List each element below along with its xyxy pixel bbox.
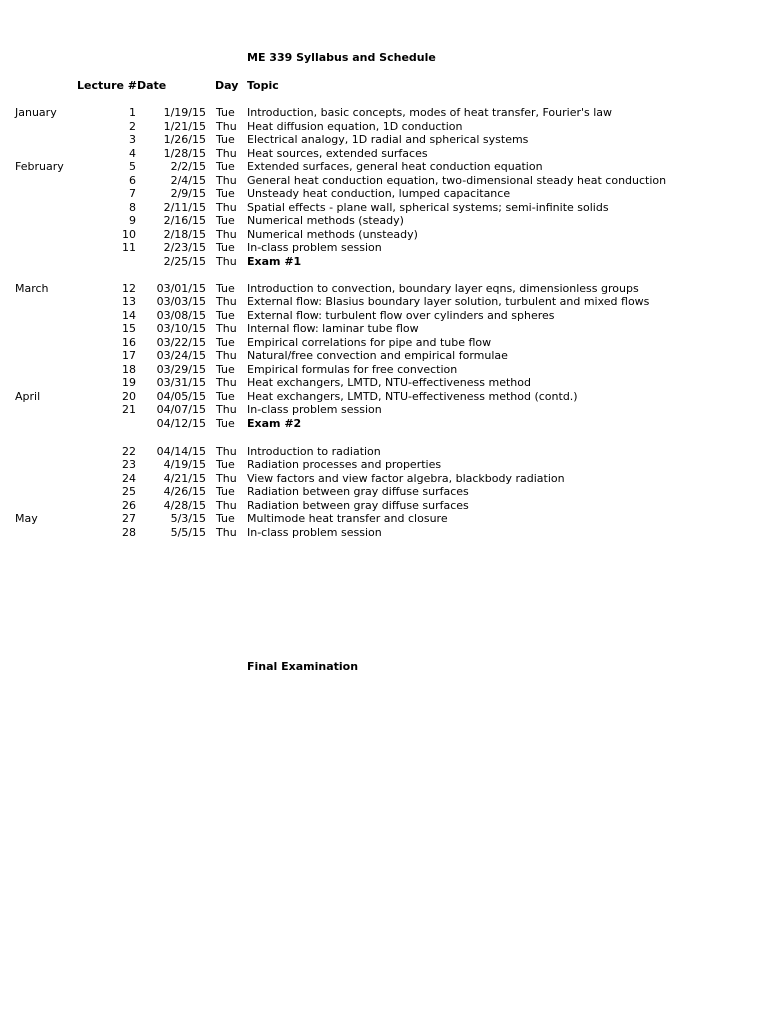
schedule-row [0, 120, 768, 134]
day-cell: Thu [216, 526, 237, 539]
schedule-row [0, 201, 768, 215]
schedule-row [0, 403, 768, 417]
day-cell: Thu [216, 147, 237, 160]
lecture-number-cell: 11 [122, 241, 136, 254]
date-cell: 1/19/15 [163, 106, 206, 119]
topic-cell: Radiation between gray diffuse surfaces [247, 485, 469, 498]
topic-cell: External flow: turbulent flow over cylinders and spheres [247, 309, 555, 322]
topic-cell: Introduction to convection, boundary layer eqns, dimensionless groups [247, 282, 639, 295]
topic-cell: In-class problem session [247, 241, 382, 254]
topic-cell: In-class problem session [247, 403, 382, 416]
topic-cell: Natural/free convection and empirical formulae [247, 349, 508, 362]
schedule-row [0, 255, 768, 269]
lecture-number-cell: 8 [129, 201, 136, 214]
schedule-row [0, 228, 768, 242]
day-cell: Tue [216, 336, 235, 349]
schedule-row [0, 363, 768, 377]
topic-cell: Heat exchangers, LMTD, NTU-effectiveness method [247, 376, 531, 389]
topic-cell: Introduction, basic concepts, modes of heat transfer, Fourier's law [247, 106, 613, 119]
date-cell: 2/4/15 [170, 174, 206, 187]
topic-cell: Multimode heat transfer and closure [247, 512, 448, 525]
lecture-number-cell: 15 [122, 322, 136, 335]
month-cell: May [15, 512, 38, 525]
topic-cell: Radiation between gray diffuse surfaces [247, 499, 469, 512]
lecture-number-cell: 14 [122, 309, 136, 322]
day-cell: Thu [216, 499, 237, 512]
topic-cell: Exam #2 [247, 417, 302, 430]
day-cell: Thu [216, 445, 237, 458]
date-cell: 1/26/15 [163, 133, 206, 146]
day-cell: Tue [216, 214, 235, 227]
day-cell: Tue [216, 282, 235, 295]
day-cell: Thu [216, 349, 237, 362]
topic-cell: Spatial effects - plane wall, spherical systems; semi-infinite solids [247, 201, 609, 214]
topic-cell: External flow: Blasius boundary layer solution, turbulent and mixed flows [247, 295, 650, 308]
date-cell: 03/08/15 [156, 309, 206, 322]
topic-cell: Heat exchangers, LMTD, NTU-effectiveness method (contd.) [247, 390, 578, 403]
column-header-date: Date [137, 79, 167, 92]
day-cell: Thu [216, 322, 237, 335]
schedule-row [0, 160, 768, 174]
lecture-number-cell: 23 [122, 458, 136, 471]
column-header-topic: Topic [247, 79, 279, 92]
date-cell: 4/28/15 [163, 499, 206, 512]
date-cell: 5/5/15 [170, 526, 206, 539]
topic-cell: Empirical formulas for free convection [247, 363, 458, 376]
date-cell: 03/01/15 [156, 282, 206, 295]
lecture-number-cell: 21 [122, 403, 136, 416]
day-cell: Tue [216, 187, 235, 200]
lecture-number-cell: 3 [129, 133, 136, 146]
day-cell: Tue [216, 363, 235, 376]
month-cell: March [15, 282, 49, 295]
day-cell: Tue [216, 106, 235, 119]
lecture-number-cell: 12 [122, 282, 136, 295]
date-cell: 03/10/15 [156, 322, 206, 335]
topic-cell: Extended surfaces, general heat conduction equation [247, 160, 543, 173]
day-cell: Tue [216, 458, 235, 471]
date-cell: 2/2/15 [170, 160, 206, 173]
day-cell: Tue [216, 390, 235, 403]
lecture-number-cell: 19 [122, 376, 136, 389]
topic-cell: Numerical methods (steady) [247, 214, 404, 227]
day-cell: Tue [216, 241, 235, 254]
lecture-number-cell: 10 [122, 228, 136, 241]
topic-cell: Empirical correlations for pipe and tube flow [247, 336, 492, 349]
topic-cell: View factors and view factor algebra, blackbody radiation [247, 472, 565, 485]
date-cell: 04/05/15 [156, 390, 206, 403]
document-title: ME 339 Syllabus and Schedule [247, 51, 436, 64]
date-cell: 2/25/15 [163, 255, 206, 268]
day-cell: Thu [216, 120, 237, 133]
lecture-number-cell: 2 [129, 120, 136, 133]
topic-cell: Heat sources, extended surfaces [247, 147, 428, 160]
schedule-row [0, 499, 768, 513]
topic-cell: Exam #1 [247, 255, 302, 268]
topic-cell: Introduction to radiation [247, 445, 381, 458]
month-cell: January [15, 106, 57, 119]
final-examination: Final Examination [247, 660, 359, 673]
date-cell: 2/23/15 [163, 241, 206, 254]
topic-cell: Internal flow: laminar tube flow [247, 322, 419, 335]
lecture-number-cell: 25 [122, 485, 136, 498]
date-cell: 03/24/15 [156, 349, 206, 362]
schedule-row [0, 214, 768, 228]
topic-cell: Unsteady heat conduction, lumped capacitance [247, 187, 511, 200]
topic-cell: In-class problem session [247, 526, 382, 539]
lecture-number-cell: 22 [122, 445, 136, 458]
column-header-lecture: Lecture # [77, 79, 138, 92]
day-cell: Tue [216, 160, 235, 173]
date-cell: 1/28/15 [163, 147, 206, 160]
date-cell: 03/22/15 [156, 336, 206, 349]
lecture-number-cell: 16 [122, 336, 136, 349]
date-cell: 04/07/15 [156, 403, 206, 416]
schedule-row [0, 458, 768, 472]
day-cell: Tue [216, 485, 235, 498]
date-cell: 1/21/15 [163, 120, 206, 133]
date-cell: 03/03/15 [156, 295, 206, 308]
schedule-row [0, 282, 768, 296]
date-cell: 4/26/15 [163, 485, 206, 498]
topic-cell: General heat conduction equation, two-dimensional steady heat conduction [247, 174, 667, 187]
date-cell: 5/3/15 [170, 512, 206, 525]
schedule-row [0, 485, 768, 499]
column-header-day: Day [215, 79, 239, 92]
schedule-row [0, 349, 768, 363]
date-cell: 4/21/15 [163, 472, 206, 485]
topic-cell: Radiation processes and properties [247, 458, 442, 471]
lecture-number-cell: 18 [122, 363, 136, 376]
schedule-row [0, 445, 768, 459]
schedule-row [0, 376, 768, 390]
day-cell: Thu [216, 295, 237, 308]
schedule-row [0, 390, 768, 404]
date-cell: 2/18/15 [163, 228, 206, 241]
date-cell: 04/12/15 [156, 417, 206, 430]
lecture-number-cell: 28 [122, 526, 136, 539]
day-cell: Thu [216, 472, 237, 485]
schedule-row [0, 526, 768, 540]
month-cell: April [15, 390, 41, 403]
day-cell: Thu [216, 174, 237, 187]
topic-cell: Heat diffusion equation, 1D conduction [247, 120, 463, 133]
lecture-number-cell: 26 [122, 499, 136, 512]
month-cell: February [15, 160, 64, 173]
schedule-row [0, 336, 768, 350]
schedule-row [0, 147, 768, 161]
lecture-number-cell: 27 [122, 512, 136, 525]
schedule-row [0, 187, 768, 201]
schedule-row [0, 322, 768, 336]
lecture-number-cell: 13 [122, 295, 136, 308]
date-cell: 04/14/15 [156, 445, 206, 458]
day-cell: Tue [216, 309, 235, 322]
topic-cell: Numerical methods (unsteady) [247, 228, 418, 241]
lecture-number-cell: 7 [129, 187, 136, 200]
topic-cell: Electrical analogy, 1D radial and spherical systems [247, 133, 529, 146]
lecture-number-cell: 1 [129, 106, 136, 119]
schedule-row [0, 241, 768, 255]
date-cell: 03/31/15 [156, 376, 206, 389]
day-cell: Thu [216, 376, 237, 389]
day-cell: Thu [216, 201, 237, 214]
day-cell: Tue [216, 512, 235, 525]
lecture-number-cell: 24 [122, 472, 136, 485]
day-cell: Thu [216, 228, 237, 241]
day-cell: Tue [216, 417, 235, 430]
lecture-number-cell: 20 [122, 390, 136, 403]
lecture-number-cell: 4 [129, 147, 136, 160]
date-cell: 2/9/15 [170, 187, 206, 200]
day-cell: Tue [216, 133, 235, 146]
date-cell: 4/19/15 [163, 458, 206, 471]
schedule-row [0, 133, 768, 147]
schedule-row [0, 417, 768, 431]
date-cell: 2/16/15 [163, 214, 206, 227]
schedule-row [0, 295, 768, 309]
lecture-number-cell: 17 [122, 349, 136, 362]
schedule-row [0, 472, 768, 486]
day-cell: Thu [216, 403, 237, 416]
lecture-number-cell: 6 [129, 174, 136, 187]
day-cell: Thu [216, 255, 237, 268]
date-cell: 2/11/15 [163, 201, 206, 214]
schedule-row [0, 309, 768, 323]
lecture-number-cell: 9 [129, 214, 136, 227]
schedule-row [0, 512, 768, 526]
date-cell: 03/29/15 [156, 363, 206, 376]
schedule-row [0, 174, 768, 188]
lecture-number-cell: 5 [129, 160, 136, 173]
schedule-row [0, 106, 768, 120]
